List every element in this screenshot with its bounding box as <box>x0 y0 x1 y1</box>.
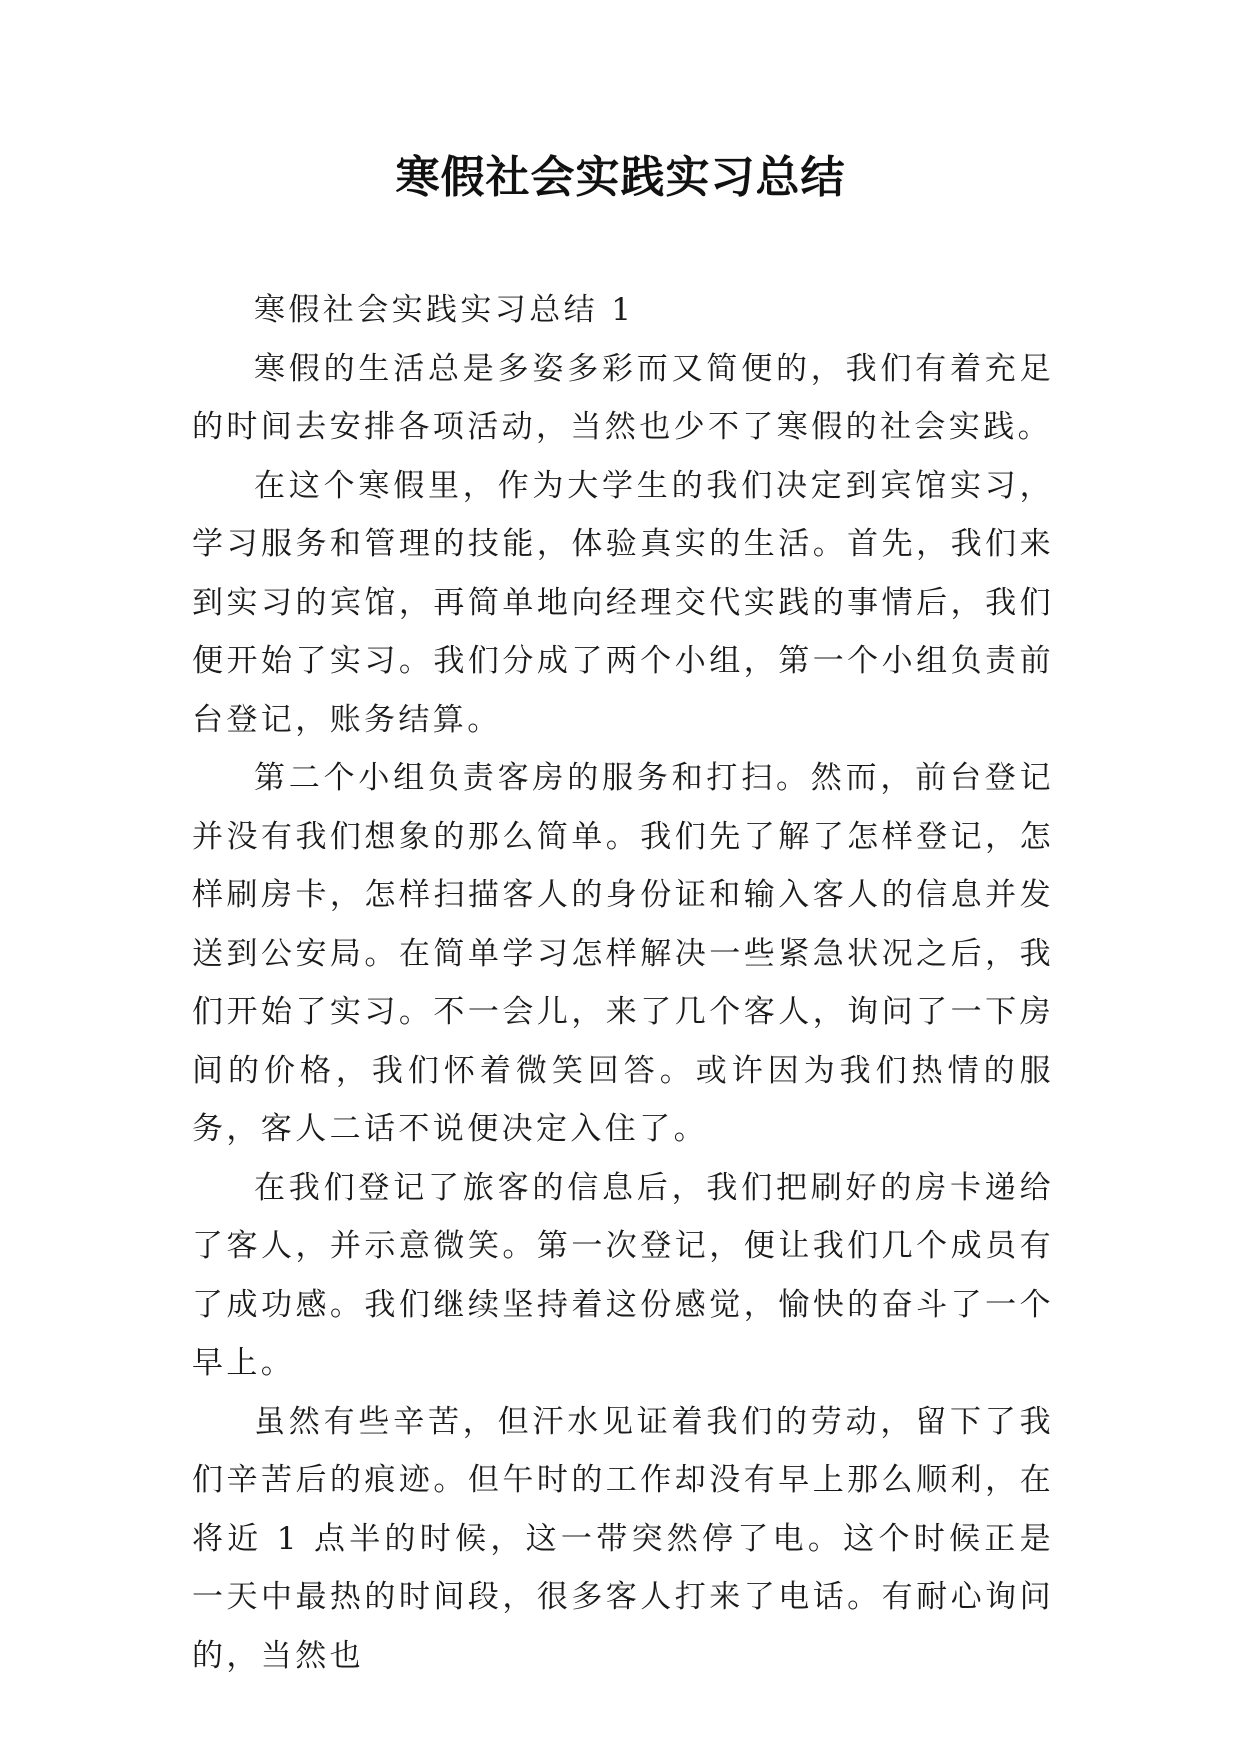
paragraph: 在这个寒假里，作为大学生的我们决定到宾馆实习，学习服务和管理的技能，体验真实的生活。首先，我们来到实习的宾馆，再简单地向经理交代实践的事情后，我们便开始了实习。我们分成了两个小组，第一个小组负责前台登记，账务结算。 <box>192 467 1054 738</box>
paragraph: 寒假的生活总是多姿多彩而又简便的，我们有着充足的时间去安排各项活动，当然也少不了寒假的社会实践。 <box>192 350 1054 445</box>
document-title: 寒假社会实践实习总结 <box>395 152 846 203</box>
paragraph: 第二个小组负责客房的服务和打扫。然而，前台登记并没有我们想象的那么简单。我们先了解了怎样登记，怎样刷房卡，怎样扫描客人的身份证和输入客人的信息并发送到公安局。在简单学习怎样解决一些紧急状况之后，我们开始了实习。不一会儿，来了几个客人，询问了一下房间的价格，我们怀着微笑回答。或许因为我们热情的服务，客人二话不说便决定入住了。 <box>192 760 1054 1147</box>
paragraph: 在我们登记了旅客的信息后，我们把刷好的房卡递给了客人，并示意微笑。第一次登记，便让我们几个成员有了成功感。我们继续坚持着这份感觉，愉快的奋斗了一个早上。 <box>192 1169 1054 1381</box>
document-body <box>192 281 1054 1685</box>
paragraph: 虽然有些辛苦，但汗水见证着我们的劳动，留下了我们辛苦后的痕迹。但午时的工作却没有早上那么顺利，在将近 1 点半的时候，这一带突然停了电。这个时候正是一天中最热的时间段，很多客人打来了电话。有耐心询问的，当然也 <box>192 1403 1054 1674</box>
section-heading: 寒假社会实践实习总结 1 <box>254 292 635 328</box>
